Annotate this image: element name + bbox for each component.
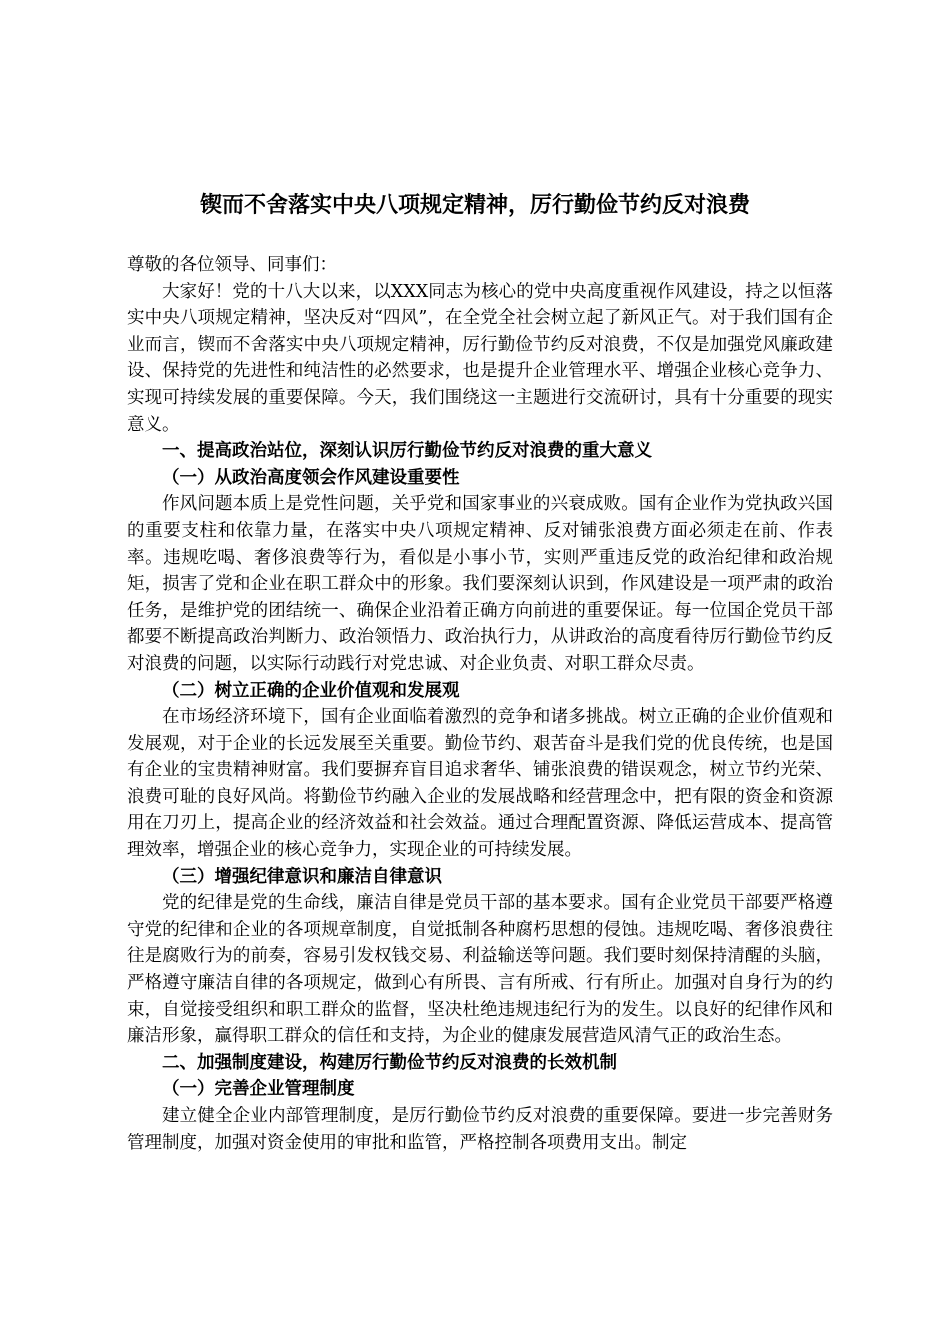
section-1-3-paragraph: 党的纪律是党的生命线，廉洁自律是党员干部的基本要求。国有企业党员干部要严格遵守党的纪律和企业的各项规章制度，自觉抵制各种腐朽思想的侵蚀。违规吃喝、奢侈浪费往往是腐败行为的前奏，容易引发权钱交易、利益输送等问题。我们要时刻保持清醒的头脑，严格遵守廉洁自律的各项规定，做到心有所畏、言有所戒、行有所止。加强对自身行为的约束，自觉接受组织和职工群众的监督，坚决杜绝违规违纪行为的发生。以良好的纪律作风和廉洁形象，赢得职工群众的信任和支持，为企业的健康发展营造风清气正的政治生态。 — [127, 893, 833, 1047]
section-2-1-paragraph: 建立健全企业内部管理制度，是厉行勤俭节约反对浪费的重要保障。要进一步完善财务管理制度，加强对资金使用的审批和监管，严格控制各项费用支出。制定 — [127, 1106, 833, 1153]
section-1-2-heading: （二）树立正确的企业价值观和发展观 — [162, 680, 460, 701]
document-body — [127, 252, 833, 1156]
section-1-1-paragraph: 作风问题本质上是党性问题，关乎党和国家事业的兴衰成败。国有企业作为党执政兴国的重要支柱和依靠力量，在落实中央八项规定精神、反对铺张浪费方面必须走在前、作表率。违规吃喝、奢侈浪费等行为，看似是小事小节，实则严重违反党的政治纪律和政治规矩，损害了党和企业在职工群众中的形象。我们要深刻认识到，作风建设是一项严肃的政治任务，是维护党的团结统一、确保企业沿着正确方向前进的重要保证。每一位国企党员干部都要不断提高政治判断力、政治领悟力、政治执行力，从讲政治的高度看待厉行勤俭节约反对浪费的问题，以实际行动践行对党忠诚、对企业负责、对职工群众尽责。 — [127, 494, 833, 674]
section-2-heading: 二、加强制度建设，构建厉行勤俭节约反对浪费的长效机制 — [162, 1052, 617, 1073]
section-1-heading: 一、提高政治站位，深刻认识厉行勤俭节约反对浪费的重大意义 — [162, 441, 652, 462]
section-1-3-heading: （三）增强纪律意识和廉洁自律意识 — [162, 866, 442, 887]
intro-paragraph: 大家好！党的十八大以来，以XXX同志为核心的党中央高度重视作风建设，持之以恒落实中央八项规定精神，坚决反对“四风”，在全党全社会树立起了新风正气。对于我们国有企业而言，锲而不舍落实中央八项规定精神，厉行勤俭节约反对浪费，不仅是加强党风廉政建设、保持党的先进性和纯洁性的必然要求，也是提升企业管理水平、增强企业核心竞争力、实现可持续发展的重要保障。今天，我们围绕这一主题进行交流研讨，具有十分重要的现实意义。 — [127, 281, 833, 435]
section-2-1-heading: （一）完善企业管理制度 — [162, 1079, 355, 1100]
section-1-2-paragraph: 在市场经济环境下，国有企业面临着激烈的竞争和诸多挑战。树立正确的企业价值观和发展观，对于企业的长远发展至关重要。勤俭节约、艰苦奋斗是我们党的优良传统，也是国有企业的宝贵精神财富。我们要摒弃盲目追求奢华、铺张浪费的错误观念，树立节约光荣、浪费可耻的良好风尚。将勤俭节约融入企业的发展战略和经营理念中，把有限的资金和资源用在刀刃上，提高企业的经济效益和社会效益。通过合理配置资源、降低运营成本、提高管理效率，增强企业的核心竞争力，实现企业的可持续发展。 — [127, 707, 833, 861]
document-title: 锲而不舍落实中央八项规定精神，厉行勤俭节约反对浪费 — [199, 193, 750, 218]
greeting: 尊敬的各位领导、同事们： — [127, 255, 337, 275]
section-1-1-heading: （一）从政治高度领会作风建设重要性 — [162, 467, 460, 488]
